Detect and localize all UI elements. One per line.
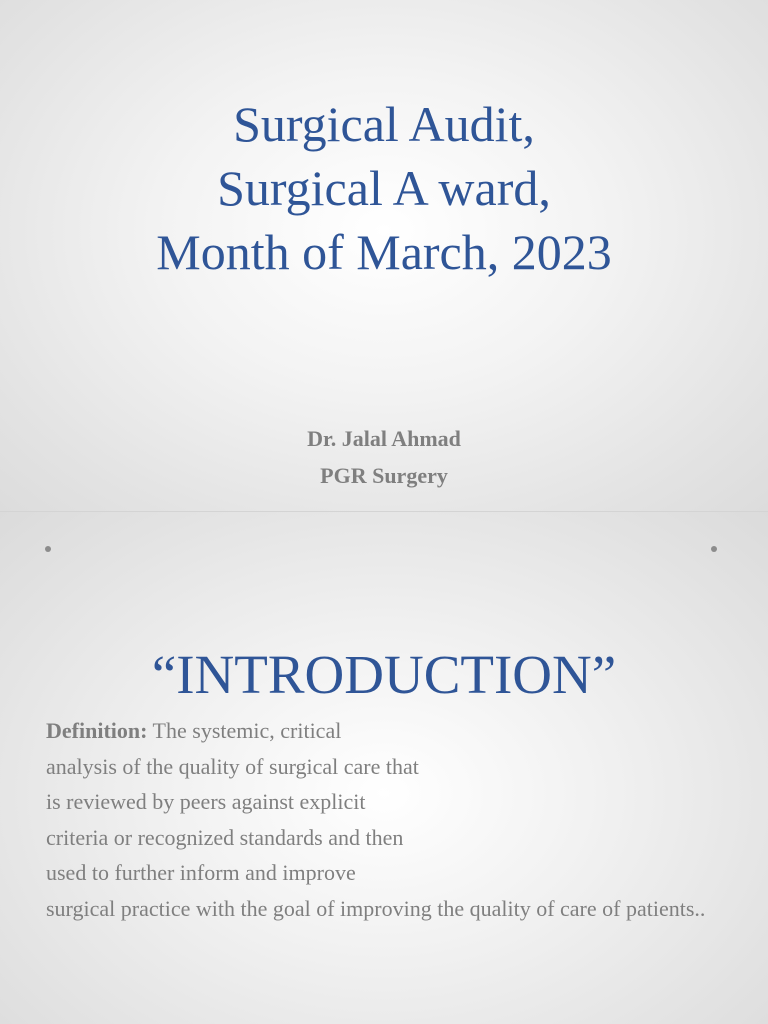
definition-line-1	[46, 713, 736, 749]
definition-line-4: criteria or recognized standards and then	[46, 824, 404, 850]
definition-line-2: analysis of the quality of surgical care that	[46, 753, 419, 779]
definition-line-6: surgical practice with the goal of improving the quality of care of patients..	[46, 895, 706, 921]
title-line-2: Surgical A ward,	[217, 160, 551, 216]
introduction-heading: “INTRODUCTION”	[151, 644, 617, 705]
definition-label: Definition:	[46, 718, 148, 743]
definition-text	[46, 713, 736, 922]
title-line-3: Month of March, 2023	[156, 224, 612, 280]
slide-subtitle	[0, 420, 768, 494]
definition-line-3: is reviewed by peers against explicit	[46, 789, 366, 814]
presenter-name: Dr. Jalal Ahmad	[307, 426, 461, 451]
definition-line-1-text: The systemic, critical	[147, 718, 342, 743]
bullet-dot-icon	[711, 546, 717, 552]
title-line-1: Surgical Audit,	[233, 96, 535, 152]
slide-title	[0, 92, 768, 284]
definition-line-5: used to further inform and improve	[46, 860, 356, 885]
bullet-dot-icon	[45, 546, 51, 552]
presenter-role: PGR Surgery	[320, 463, 448, 488]
